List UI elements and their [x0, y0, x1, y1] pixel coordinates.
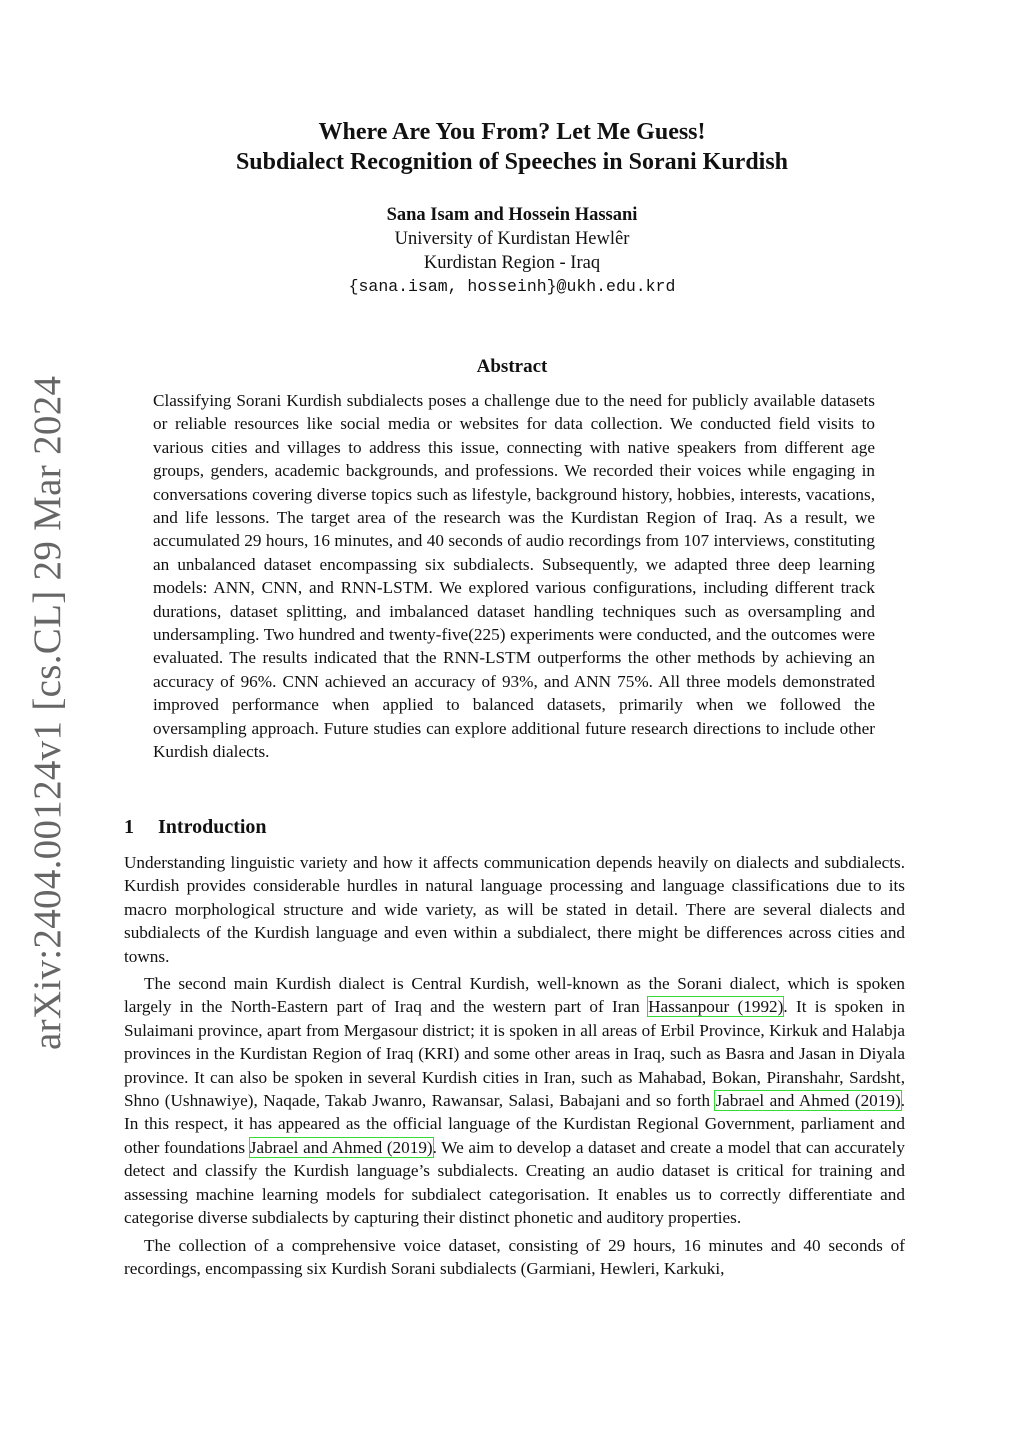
affiliation-region: Kurdistan Region - Iraq — [423, 253, 601, 273]
section-number: 1 — [124, 816, 134, 838]
paragraph-2-part-b: . It is spoken in Sulaimani province, apart from Mergasour district; it is spoken in all areas of Erbil Province, Kirkuk and Halabja provinces in the Kurdistan Region of Iraq (KRI) and some other areas in Iraq, such as Basra and Jasan in Diyala province. It can also be spoken in several Kurdish cities in Iran, such as Mahabad, Bokan, Piranshahr, Sardsht, Shno (Ushnawiye), Naqade, Takab Jwanro, Rawansar, Salasi, Babajani and so forth — [124, 997, 905, 1111]
title-line-1: Where Are You From? Let Me Guess! — [318, 119, 706, 145]
abstract-text: Classifying Sorani Kurdish subdialects poses a challenge due to the need for publicly available datasets or reliable resources like social media or websites for data collection. We conducted field visits to various cities and villages to address this issue, connecting with native speakers from different age groups, genders, academic backgrounds, and professions. We recorded their voices while engaging in conversations covering diverse topics such as lifestyle, background history, hobbies, interests, vacations, and life lessons. The target area of the research was the Kurdistan Region of Iraq. As a result, we accumulated 29 hours, 16 minutes, and 40 seconds of audio recordings from 107 interviews, constituting an unbalanced dataset encompassing six subdialects. Subsequently, we adapted three deep learning models: ANN, CNN, and RNN-LSTM. We explored various configurations, including different track durations, dataset splitting, and imbalanced dataset handling techniques such as oversampling and undersampling. Two hundred and twenty-five(225) experiments were conducted, and the outcomes were evaluated. The results indicated that the RNN-LSTM outperforms the other methods by achieving an accuracy of 96%. CNN achieved an accuracy of 93%, and ANN 75%. All three models demonstrated improved performance when applied to balanced datasets, primarily when we followed the oversampling approach. Future studies can explore additional future research directions to include other Kurdish dialects. — [153, 391, 875, 762]
paragraph-2-part-a: The second main Kurdish dialect is Central Kurdish, well-known as the Sorani dialect, which is spoken largely in the North-Eastern part of Iraq and the western part of Iran — [124, 974, 905, 1017]
author-block — [0, 203, 1024, 299]
paragraph-1: Understanding linguistic variety and how it affects communication depends heavily on dialects and subdialects. Kurdish provides considerable hurdles in natural language processing and language classifications due to its macro morphological structure and wide variety, as will be stated in detail. There are several dialects and subdialects of the Kurdish language and even within a subdialect, there might be differences across cities and towns. — [124, 853, 905, 966]
paper-title — [0, 117, 1024, 177]
abstract-heading: Abstract — [476, 356, 548, 377]
arxiv-identifier: arXiv:2404.00124v1 [cs.CL] 29 Mar 2024 — [26, 375, 69, 1050]
paragraph-2-part-d: . We aim to develop a dataset and create a model that can accurately detect and classify the Kurdish language’s subdialects. Creating an audio dataset is critical for training and assessing machine learning models for subdialect categorisation. It enables us to correctly differentiate and categorise diverse subdialects by capturing their distinct phonetic and auditory properties. — [124, 1137, 905, 1228]
paragraph-3: The collection of a comprehensive voice dataset, consisting of 29 hours, 16 minutes and 40 seconds of recordings, encompassing six Kurdish Sorani subdialects (Garmiani, Hewleri, Karkuki, — [124, 1235, 905, 1278]
citation-link-jabrael-1[interactable]: Jabrael and Ahmed (2019) — [715, 1091, 901, 1111]
citation-link-hassanpour[interactable]: Hassanpour (1992) — [648, 997, 784, 1017]
paragraph-2 — [124, 972, 905, 1229]
affiliation-university: University of Kurdistan Hewlêr — [394, 229, 630, 249]
introduction-body — [124, 851, 905, 1280]
title-line-2: Subdialect Recognition of Speeches in Sorani Kurdish — [235, 149, 789, 175]
author-names: Sana Isam and Hossein Hassani — [386, 205, 638, 225]
author-email[interactable]: {sana.isam, hosseinh}@ukh.edu.krd — [348, 277, 676, 296]
citation-link-jabrael-2[interactable]: Jabrael and Ahmed (2019) — [249, 1137, 433, 1157]
section-title: Introduction — [158, 816, 267, 838]
section-heading — [124, 816, 267, 839]
paragraph-2-part-c: . In this respect, it has appeared as the official language of the Kurdistan Regional Government, parliament and other foundations — [124, 1091, 905, 1157]
